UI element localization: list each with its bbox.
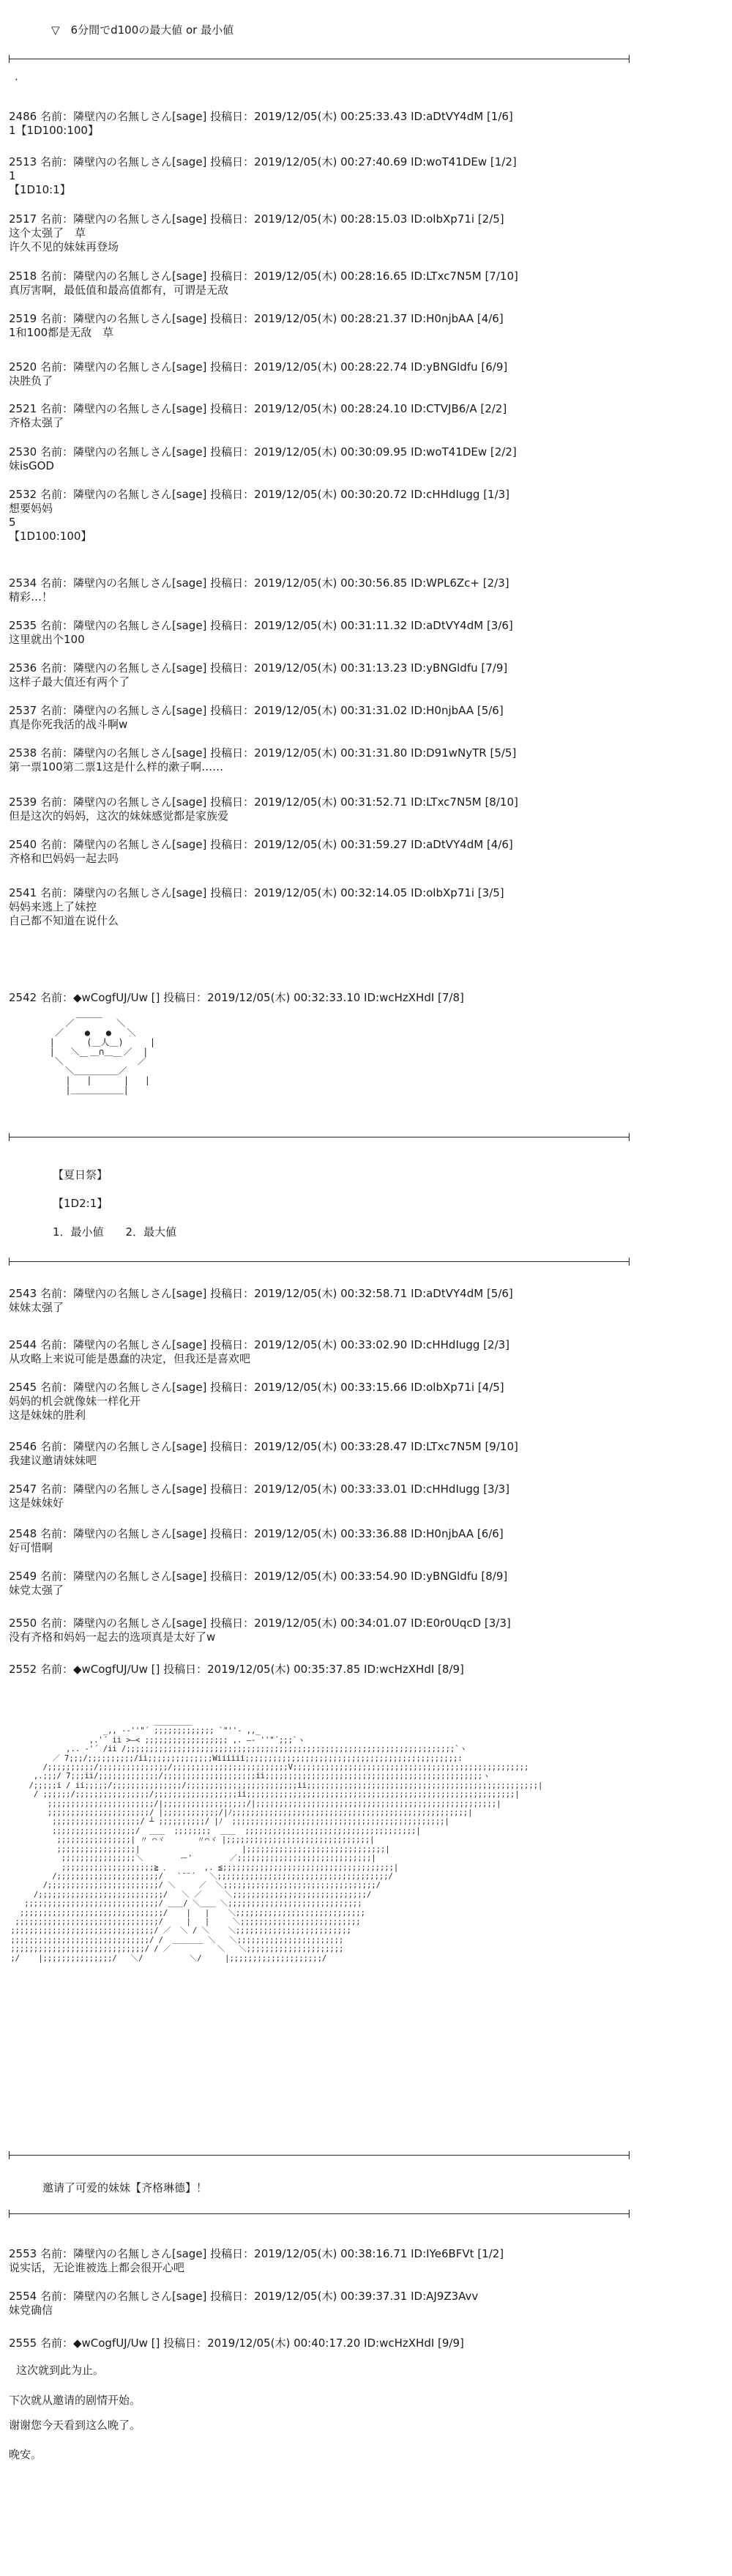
post-body: 我建议邀请妹妹吧 — [9, 1454, 97, 1467]
post-head: 2538 名前：隣壁內の名無しさん[sage] 投稿日：2019/12/05(木) 00:31:31.80 ID:D91wNyTR [5/5] — [9, 746, 517, 760]
divider-rule — [9, 1261, 630, 1262]
post-head: 2520 名前：隣壁內の名無しさん[sage] 投稿日：2019/12/05(木) 00:28:22.74 ID:yBNGldfu [6/9] — [9, 360, 508, 374]
post-head: 2534 名前：隣壁內の名無しさん[sage] 投稿日：2019/12/05(木) 00:30:56.85 ID:WPL6Zc+ [2/3] — [9, 576, 509, 590]
author-post-head: 2552 名前：◆wCogfUJ/Uw [] 投稿日：2019/12/05(木) 00:35:37.85 ID:wcHzXHdI [8/9] — [9, 1663, 464, 1676]
post-body: 第一票100第二票1这是什么样的漱子啊…… — [9, 760, 224, 773]
post-body: 但是这次的妈妈，这次的妹妹感觉都是家族爱 — [9, 809, 229, 823]
post-body: 这样子最大值还有两个了 — [9, 675, 130, 688]
post-head: 2545 名前：隣壁內の名無しさん[sage] 投稿日：2019/12/05(木) 00:33:15.66 ID:olbXp71i [4/5] — [9, 1381, 504, 1394]
post-head: 2536 名前：隣壁內の名無しさん[sage] 投稿日：2019/12/05(木) 00:31:13.23 ID:yBNGldfu [7/9] — [9, 661, 508, 675]
post-body: 妹党太强了 — [9, 1584, 64, 1597]
post-body: 齐格太强了 — [9, 416, 64, 429]
post-body: 真厉害啊，最低值和最高值都有，可谓是无敌 — [9, 283, 229, 297]
post-head: 2548 名前：隣壁內の名無しさん[sage] 投稿日：2019/12/05(木) 00:33:36.88 ID:H0njbAA [6/6] — [9, 1527, 504, 1540]
post-head: 2540 名前：隣壁內の名無しさん[sage] 投稿日：2019/12/05(木) 00:31:59.27 ID:aDtVY4dM [4/6] — [9, 838, 513, 851]
closing-line: 晚安。 — [9, 2448, 42, 2461]
post-head: 2517 名前：隣壁內の名無しさん[sage] 投稿日：2019/12/05(木) 00:28:15.03 ID:olbXp71i [2/5] — [9, 212, 504, 226]
post-head: 2539 名前：隣壁內の名無しさん[sage] 投稿日：2019/12/05(木) 00:31:52.71 ID:LTxc7N5M [8/10] — [9, 795, 518, 809]
post-body: 妹党确信 — [9, 2304, 53, 2317]
divider-rule — [9, 2213, 630, 2214]
post-head: 2543 名前：隣壁內の名無しさん[sage] 投稿日：2019/12/05(木) 00:32:58.71 ID:aDtVY4dM [5/6] — [9, 1287, 513, 1300]
post-body: 这个太强了 草 许久不见的妹妹再登场 — [9, 226, 119, 253]
post-head: 2544 名前：隣壁內の名無しさん[sage] 投稿日：2019/12/05(木) 00:33:02.90 ID:cHHdIugg [2/3] — [9, 1338, 510, 1351]
invite-line: 邀请了可爱的妹妹【齐格琳德】！ — [42, 2181, 208, 2194]
post-body: 妈妈的机会就像妹一样化开 这是妹妹的胜利 — [9, 1395, 141, 1422]
post-body: 齐格和巴妈妈一起去吗 — [9, 852, 119, 865]
girl-ascii-art: ＿＿＿＿＿ _,, -‐''"´ ;;;;;;;;;;;;; `"''‐ ,,_ ,.'´ ii >―< ;;;;;;;;;;;;;;;;;; ,. ―‐ ''"´;;;`ヽ ,.. ‐'´ /ii /;;;;;;;;;;;;;;;;;;;;;;;;;;;;;;;;;;;;;;;;;;;;;;;;;;;;;;;;;;;;;;;;;;;;;;;`ヽ ／ 7;;;/;;;;;;;;;;/ii;;;;;;;;;;;;;;Wiiiiii;;;;;;;;;;;;;;;;;;;;;;;;;;;;;;;;;;;;;;;;;;;;;;: /;;;;;;;;;;/;;;;;;;;;;;;;;;/;;;;;;;;;;;;;;;;;;;;;;;;;V;;;;;;;;;;;;;;;;;;;;;;;;;;;;;;;;;;;;;;;;;;;;;;;;;;; ,.;;;/ 7;;;ii/;;;;;;;;;;;;;/;;;;;;;;;;;;;;;;;;;;ii;;;;;;;;;;;;;;;;;;;;;;;;;;;;;;;;;;;;;;;;;;;;;;;ヽ /;;;;;i / ii;;;;;/;;;;;;;;;;;;;;;/;;;;;;;;;;;;;;;;;;;;;;;;ii;;;;;;;;;;;;;;;;;;;;;;;;;;;;;;;;;;;;;;;;;;;;;;;;;;| / ;;;;;;/;;;;;;;;;;;;;;;;/;;;;;;;;;;;;;;;;;;ii;;;;;;;;;;;;;;;;;;;;;;;;;;;;;;;;;;;;;;;;;;;;;;;;;;;;;;;;;;| ;;;;;;;;;;;;;;;;;;;;;;;/|;;;;;;;;;;;;;;;;;;/|;;;;;;;;;;;;;;;;;;;;;;;;;;;;;;;;;;;;;;;;;;;;;;;;;;;;| ;;;;;;;;;;;;;;;;;;;;;;/ |;;;;;;;;;;;;/|ﾉ;;;;;;;;;;;;;;;;;;;;;;;;;;;;;;;;;;;;;;;;;;;;;;;;;;;| ;;;;;;;;;;;;;;;;;;;/ ┴ ;;;;;;;;;;/ |ﾉ ;;;;;;;;;;;;;;;;;;;;;;;;;;;;;;;;;;;;;;;;;;;;;;| ;;;;;;;;;;;;;;;;;;/ ＿＿ ;;;;;;;; ＿＿ ;;;;;;;;;;;;;;;;;;;;;;;;;;;;;;;;;;;;;| ;;;;;;;;;;;;;;;;| 〃 ⌒ヾ 〃⌒ヾ |;;;;;;;;;;;;;;;;;;;;;;;;;;;;;;;| ;;;;;;;;;;;;;;;;;| |;;;;;;;;;;;;;;;;;;;;;;;;;;;;;;| ;;;;;;;;;;;;;;;;＼ ー' ／;;;;;;;;;;;;;;;;;;;;;;;;;;;;;| ;;;;;;;;;;;;;;;;;;;;≧ ､ ,. ≦;;;;;;;;;;;;;;;;;;;;;;;;;;;;;;;;;;;;;| /;;;;;;;;;;;;;;;;;;;;;;/ `¨¨´ ＼;;;;;;;;;;;;;;;;;;;;;;;;;;;;;;;;;;;;;/ /;;;;;;;;;;;;;;;;;;;;;;;;/ ＼ ／ ＼;;;;;;;;;;;;;;;;;;;;;;;;;;;;;;;;;/ /;;;;;;;;;;;;;;;;;;;;;;;;;;;/ ＼ ／ ＼;;;;;;;;;;;;;;;;;;;;;;;;;;;;;/ ;;;;;;;;;;;;;;;;;;;;;;;;;;;;;/ ＿＿/ ＼＿＿ ＼;;;;;;;;;;;;;;;;;;;;;;;;;;;;; ;;;;;;;;;;;;;;;;;;;;;;;;;;;;;;;/ | | ＼;;;;;;;;;;;;;;;;;;;;;;;;;;;; ;;;;;;;;;;;;;;;;;;;;;;;;;;;;;;;/ | | ＼;;;;;;;;;;;;;;;;;;;;;;;;;; ;;;;;;;;;;;;;;;;;;;;;;;;;;;;;;;/ ／ ＼ / ＼ ＼;;;;;;;;;;;;;;;;;;;;;;;;; ;;;;;;;;;;;;;;;;;;;;;;;;;;;;;;/ / ＿＿＿＿ ＼ ＼;;;;;;;;;;;;;;;;;;;;;;; ;;;;;;;;;;;;;;;;;;;;;;;;;;;;;/ / ／ ＼ ＼;;;;;;;;;;;;;;;;;;;;; ;/ |;;;;;;;;;;;;;;;/ ＼/ ＼/ |;;;;;;;;;;;;;;;;;;;;/ — [10, 1718, 543, 1963]
post-head: 2486 名前：隣壁內の名無しさん[sage] 投稿日：2019/12/05(木) 00:25:33.43 ID:aDtVY4dM [1/6] — [9, 110, 513, 123]
post-body: 这是妹妹好 — [9, 1496, 64, 1510]
post-body: 没有齐格和妈妈一起去的选项真是太好了w — [9, 1630, 216, 1644]
page-title: ▽ 6分間でd100の最大値 or 最小値 — [51, 23, 234, 37]
post-head: 2547 名前：隣壁內の名無しさん[sage] 投稿日：2019/12/05(木) 00:33:33.01 ID:cHHdIugg [3/3] — [9, 1482, 510, 1496]
post-body: 从攻略上来说可能是愚蠢的决定，但我还是喜欢吧 — [9, 1352, 251, 1365]
post-body: 精彩…！ — [9, 590, 53, 604]
choice-options: 1．最小値 2．最大値 — [53, 1225, 177, 1239]
author-post-head: 2555 名前：◆wCogfUJ/Uw [] 投稿日：2019/12/05(木) 00:40:17.20 ID:wcHzXHdI [9/9] — [9, 2336, 464, 2350]
closing-line: 这次就到此为止。 — [16, 2364, 105, 2377]
face-ascii-art: ＿＿＿ ／ ＼ ／ ● ● ＼ | (＿人＿) | | ＼ ＿∩＿ ／ | ＼ ￣ ￣ ／ ＼＿＿＿＿＿／ | | | | |＿＿＿＿＿＿| — [49, 1009, 156, 1095]
post-head: 2521 名前：隣壁內の名無しさん[sage] 投稿日：2019/12/05(木) 00:28:24.10 ID:CTVJB6/A [2/2] — [9, 402, 507, 415]
post-head: 2554 名前：隣壁內の名無しさん[sage] 投稿日：2019/12/05(木) 00:39:37.31 ID:AJ9Z3Avv — [9, 2290, 479, 2303]
post-head: 2513 名前：隣壁內の名無しさん[sage] 投稿日：2019/12/05(木) 00:27:40.69 ID:woT41DEw [1/2] — [9, 155, 517, 168]
post-body: 好可惜啊 — [9, 1541, 53, 1554]
post-head: 2553 名前：隣壁內の名無しさん[sage] 投稿日：2019/12/05(木) 00:38:16.71 ID:IYe6BFVt [1/2] — [9, 2247, 504, 2260]
post-head: 2530 名前：隣壁內の名無しさん[sage] 投稿日：2019/12/05(木) 00:30:09.95 ID:woT41DEw [2/2] — [9, 445, 517, 459]
post-body: 妹isGOD — [9, 459, 54, 472]
post-body: 妹妹太强了 — [9, 1301, 64, 1314]
post-head: 2549 名前：隣壁內の名無しさん[sage] 投稿日：2019/12/05(木) 00:33:54.90 ID:yBNGldfu [8/9] — [9, 1570, 508, 1583]
closing-line: 谢谢您今天看到这么晚了。 — [9, 2419, 141, 2432]
divider-rule — [9, 2155, 630, 2156]
post-head: 2537 名前：隣壁內の名無しさん[sage] 投稿日：2019/12/05(木) 00:31:31.02 ID:H0njbAA [5/6] — [9, 704, 504, 717]
choice-heading: 【夏日祭】 — [53, 1168, 108, 1181]
choice-dice: 【1D2:1】 — [53, 1197, 108, 1210]
post-body: 1和100都是无敌 草 — [9, 326, 114, 339]
post-head: 2532 名前：隣壁內の名無しさん[sage] 投稿日：2019/12/05(木) 00:30:20.72 ID:cHHdIugg [1/3] — [9, 488, 510, 501]
post-body: 决胜负了 — [9, 374, 53, 387]
post-body: 1 【1D10:1】 — [9, 169, 71, 196]
post-body: 想要妈妈 5 【1D100:100】 — [9, 502, 92, 543]
post-body: 这里就出个100 — [9, 633, 85, 646]
post-head: 2535 名前：隣壁內の名無しさん[sage] 投稿日：2019/12/05(木) 00:31:11.32 ID:aDtVY4dM [3/6] — [9, 619, 513, 632]
post-head: 2519 名前：隣壁內の名無しさん[sage] 投稿日：2019/12/05(木) 00:28:21.37 ID:H0njbAA [4/6] — [9, 312, 504, 325]
post-head: 2546 名前：隣壁內の名無しさん[sage] 投稿日：2019/12/05(木) 00:33:28.47 ID:LTxc7N5M [9/10] — [9, 1440, 518, 1453]
post-body: 1【1D100:100】 — [9, 124, 99, 137]
post-head: 2550 名前：隣壁內の名無しさん[sage] 投稿日：2019/12/05(木) 00:34:01.07 ID:E0r0UqcD [3/3] — [9, 1617, 511, 1630]
post-head: 2541 名前：隣壁內の名無しさん[sage] 投稿日：2019/12/05(木) 00:32:14.05 ID:olbXp71i [3/5] — [9, 886, 504, 899]
post-body: 妈妈来逃上了妹控 自己都不知道在说什么 — [9, 900, 119, 927]
closing-line: 下次就从邀请的剧情开始。 — [9, 2394, 141, 2407]
post-head: 2518 名前：隣壁內の名無しさん[sage] 投稿日：2019/12/05(木) 00:28:16.65 ID:LTxc7N5M [7/10] — [9, 270, 518, 283]
author-post-head: 2542 名前：◆wCogfUJ/Uw [] 投稿日：2019/12/05(木) 00:32:33.10 ID:wcHzXHdI [7/8] — [9, 991, 464, 1004]
dot-mark: · — [15, 73, 18, 86]
post-body: 真是你死我活的战斗啊w — [9, 718, 128, 731]
post-body: 说实话，无论谁被选上都会很开心吧 — [9, 2261, 185, 2274]
